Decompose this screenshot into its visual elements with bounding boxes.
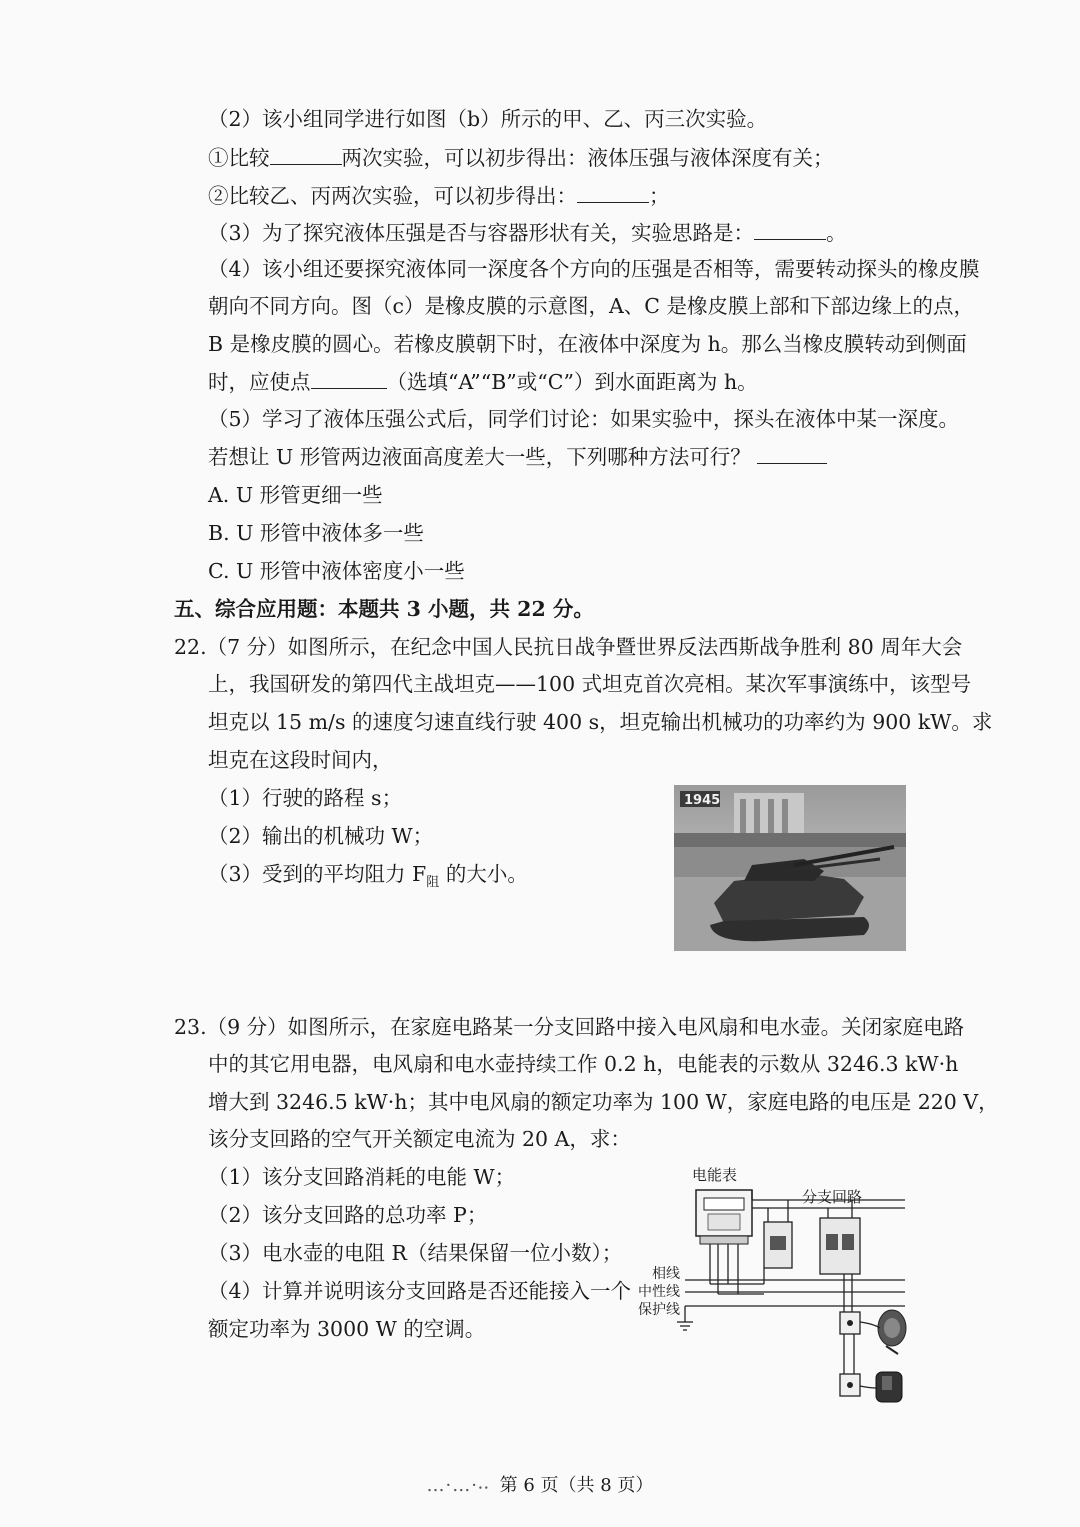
q21-part2-b	[208, 180, 670, 211]
q21-part2: （2）该小组同学进行如图（b）所示的甲、乙、丙三次实验。	[208, 107, 768, 131]
q21-part4-line4-suffix: （选填“A”“B”或“C”）到水面距离为 h。	[386, 370, 758, 394]
q21-option-a: A. U 形管更细一些	[208, 483, 383, 507]
answer-blank	[577, 180, 649, 203]
q23-stem-line3: 增大到 3246.5 kW·h；其中电风扇的额定功率为 100 W，家庭电路的电压是 220 V，	[208, 1090, 999, 1114]
q21-part2-a-prefix: ①比较	[208, 146, 270, 170]
q21-part2-a	[208, 142, 834, 173]
q23-stem-line4: 该分支回路的空气开关额定电流为 20 A，求：	[208, 1127, 631, 1151]
q21-part5-line2	[208, 441, 827, 472]
neutral-wire-label: 中性线	[638, 1284, 680, 1300]
answer-blank	[311, 366, 387, 389]
q22-stem-line3: 坦克以 15 m/s 的速度匀速直线行驶 400 s，坦克输出机械功的功率约为 900 kW。求	[208, 710, 993, 734]
q23-stem-line2: 中的其它用电器，电风扇和电水壶持续工作 0.2 h，电能表的示数从 3246.3 kW·h	[208, 1052, 959, 1076]
q21-part4-line4-prefix: 时，应使点	[208, 370, 311, 394]
answer-blank	[757, 441, 827, 464]
q21-part2-b-prefix: ②比较乙、丙两次实验，可以初步得出：	[208, 184, 577, 208]
live-wire-label: 相线	[652, 1266, 680, 1282]
q22-stem-line1: 22.（7 分）如图所示，在纪念中国人民抗日战争暨世界反法西斯战争胜利 80 周年大会	[174, 635, 963, 659]
q23-sub4-line1: （4）计算并说明该分支回路是否还能接入一个	[208, 1279, 632, 1303]
page-number: 第 6 页（共 8 页）	[499, 1475, 654, 1496]
q21-part3	[208, 217, 847, 248]
q23-sub1: （1）该分支回路消耗的电能 W；	[208, 1165, 516, 1189]
q21-option-b: B. U 形管中液体多一些	[208, 521, 424, 545]
image-year-label: 1945	[684, 793, 721, 808]
section-heading: 五、综合应用题：本题共 3 小题，共 22 分。	[174, 597, 594, 621]
q21-part5-line1: （5）学习了液体压强公式后，同学们讨论：如果实验中，探头在液体中某一深度。	[208, 407, 960, 431]
branch-label: 分支回路	[802, 1188, 863, 1206]
q23-stem-line1: 23.（9 分）如图所示，在家庭电路某一分支回路中接入电风扇和电水壶。关闭家庭电路	[174, 1015, 965, 1039]
meter-label: 电能表	[692, 1166, 738, 1184]
footer-smudge: …·…·⸳⸳	[426, 1475, 490, 1496]
answer-blank	[270, 142, 342, 165]
q21-part4-line1: （4）该小组还要探究液体同一深度各个方向的压强是否相等，需要转动探头的橡皮膜	[208, 257, 980, 281]
answer-blank	[754, 217, 826, 240]
q23-sub4-line2: 额定功率为 3000 W 的空调。	[208, 1317, 486, 1341]
circuit-diagram	[630, 1160, 920, 1420]
q21-part4-line3: B 是橡皮膜的圆心。若橡皮膜朝下时，在液体中深度为 h。那么当橡皮膜转动到侧面	[208, 332, 967, 356]
q21-part5-line2-text: 若想让 U 形管两边液面高度差大一些，下列哪种方法可行？	[208, 445, 751, 469]
q23-sub3: （3）电水壶的电阻 R（结果保留一位小数）；	[208, 1241, 623, 1265]
tank-photo	[674, 785, 906, 951]
q22-sub3-prefix: （3）受到的平均阻力 F	[208, 862, 427, 886]
q22-stem-line4: 坦克在这段时间内，	[208, 748, 393, 772]
q22-sub1: （1）行驶的路程 s；	[208, 786, 403, 810]
q21-part3-suffix: 。	[826, 221, 847, 245]
q21-option-c: C. U 形管中液体密度小一些	[208, 559, 465, 583]
q22-sub3-suffix: 的大小。	[439, 862, 528, 886]
q22-sub3	[208, 859, 528, 898]
q22-sub2: （2）输出的机械功 W；	[208, 824, 434, 848]
q21-part3-prefix: （3）为了探究液体压强是否与容器形状有关，实验思路是：	[208, 221, 755, 245]
ground-wire-label: 保护线	[638, 1302, 680, 1318]
q22-stem-line2: 上，我国研发的第四代主战坦克——100 式坦克首次亮相。某次军事演练中，该型号	[208, 672, 972, 696]
q21-part2-b-suffix: ；	[649, 184, 670, 208]
page-footer	[0, 1474, 1080, 1498]
q23-sub2: （2）该分支回路的总功率 P；	[208, 1203, 488, 1227]
q21-part2-a-suffix: 两次实验，可以初步得出：液体压强与液体深度有关；	[341, 146, 834, 170]
q21-part4-line4	[208, 366, 758, 397]
q21-part4-line2: 朝向不同方向。图（c）是橡皮膜的示意图，A、C 是橡皮膜上部和下部边缘上的点，	[208, 294, 974, 318]
q22-sub3-subscript: 阻	[426, 875, 440, 891]
